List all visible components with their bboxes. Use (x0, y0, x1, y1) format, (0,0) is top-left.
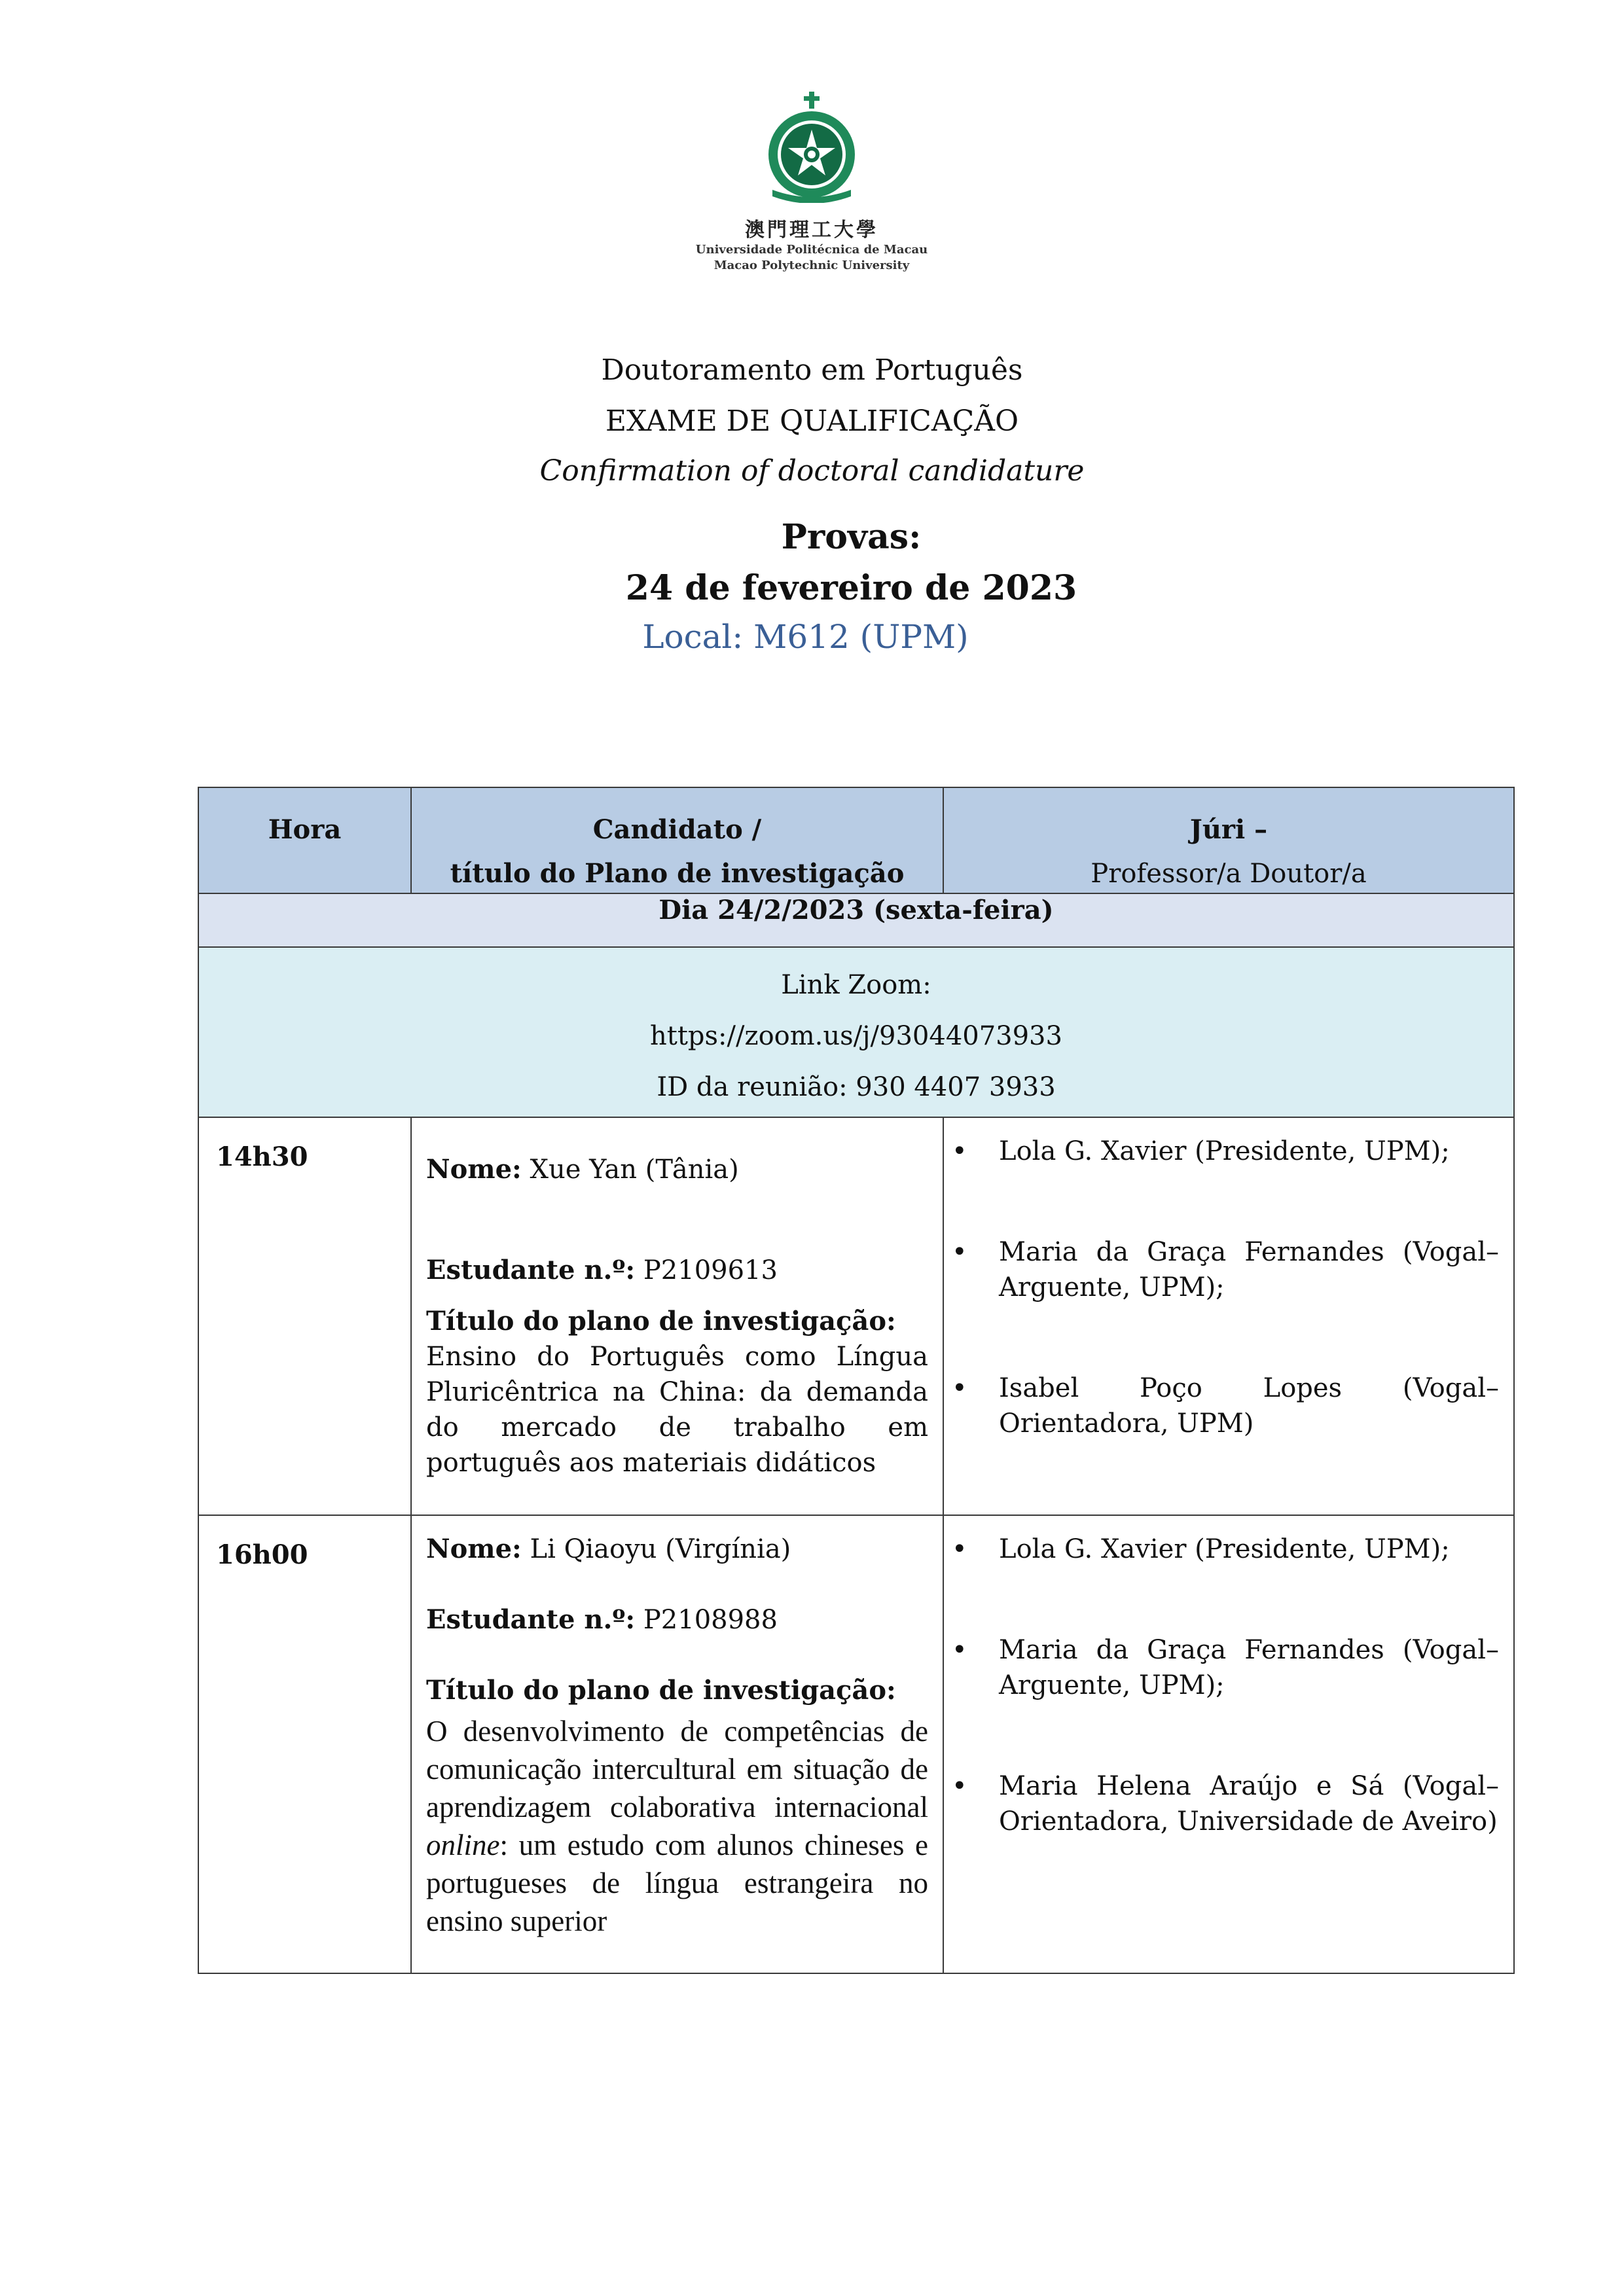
table-header-row (198, 787, 1514, 893)
time-cell: 14h30 (198, 1117, 411, 1515)
jury-member: • Lola G. Xavier (Presidente, UPM); (944, 1134, 1499, 1169)
bullet-icon: • (952, 1373, 967, 1403)
student-number: Estudante n.º: P2109613 (426, 1255, 778, 1285)
zoom-meeting-id: ID da reunião: 930 4407 3933 (657, 1072, 1056, 1102)
title-label: Título do plano de investigação: (426, 1306, 896, 1336)
jury-member: • Lola G. Xavier (Presidente, UPM); (944, 1532, 1499, 1567)
zoom-label: Link Zoom: (781, 970, 931, 1000)
student-number: Estudante n.º: P2108988 (426, 1604, 778, 1635)
research-title: O desenvolvimento de competências de comunicação intercultural em situação de aprendizagem colaborativa internacional online: um estudo com alunos chineses e portugueses de língua estrangeira no ensino superior (426, 1715, 928, 1937)
bullet-icon: • (952, 1771, 967, 1801)
bullet-icon: • (952, 1534, 967, 1564)
candidate-cell (411, 1515, 943, 1973)
jury-member: • Maria da Graça Fernandes (Vogal–Arguente, UPM); (944, 1632, 1499, 1703)
zoom-row (198, 947, 1514, 1117)
jury-member: • Maria da Graça Fernandes (Vogal–Arguente, UPM); (944, 1234, 1499, 1305)
day-row (198, 893, 1514, 947)
header-candidato: Candidato / título do Plano de investigação (411, 787, 943, 893)
bullet-icon: • (952, 1136, 967, 1166)
research-title: Ensino do Português como Língua Pluricêntrica na China: da demanda do mercado de trabalho em português aos materiais didáticos (426, 1342, 928, 1478)
university-seal-icon (759, 92, 864, 203)
candidate-name: Nome: Xue Yan (Tânia) (426, 1154, 739, 1185)
confirmation-subtitle: Confirmation of doctoral candidature (539, 454, 1085, 488)
table-row (198, 1117, 1514, 1515)
zoom-info (198, 947, 1514, 1117)
logo-english-name: Macao Polytechnic University (713, 259, 910, 272)
jury-member: • Isabel Poço Lopes (Vogal–Orientadora, UPM) (944, 1371, 1499, 1441)
day-label: Dia 24/2/2023 (sexta-feira) (198, 893, 1514, 947)
logo-portuguese-name: Universidade Politécnica de Macau (695, 243, 928, 257)
header-hora: Hora (198, 787, 411, 893)
logo-chinese-name: 澳門理工大學 (745, 219, 878, 242)
candidate-cell (411, 1117, 943, 1515)
zoom-link[interactable]: https://zoom.us/j/93044073933 (650, 1021, 1062, 1051)
jury-member: • Maria Helena Araújo e Sá (Vogal–Orientadora, Universidade de Aveiro) (944, 1768, 1499, 1839)
provas-heading: Provas: (781, 517, 922, 557)
jury-cell (943, 1515, 1514, 1973)
candidate-name: Nome: Li Qiaoyu (Virgínia) (426, 1534, 791, 1564)
title-label: Título do plano de investigação: (426, 1675, 896, 1706)
jury-cell (943, 1117, 1514, 1515)
bullet-icon: • (952, 1635, 967, 1665)
exam-date: 24 de fevereiro de 2023 (625, 568, 1077, 608)
program-title: Doutoramento em Português (601, 353, 1023, 387)
bullet-icon: • (952, 1237, 967, 1267)
exam-title: EXAME DE QUALIFICAÇÃO (605, 404, 1019, 438)
university-logo (687, 92, 936, 274)
table-row (198, 1515, 1514, 1973)
header-juri: Júri – Professor/a Doutor/a (943, 787, 1514, 893)
exam-location: Local: M612 (UPM) (642, 618, 969, 656)
time-cell: 16h00 (198, 1515, 411, 1973)
schedule-table (198, 787, 1515, 1974)
